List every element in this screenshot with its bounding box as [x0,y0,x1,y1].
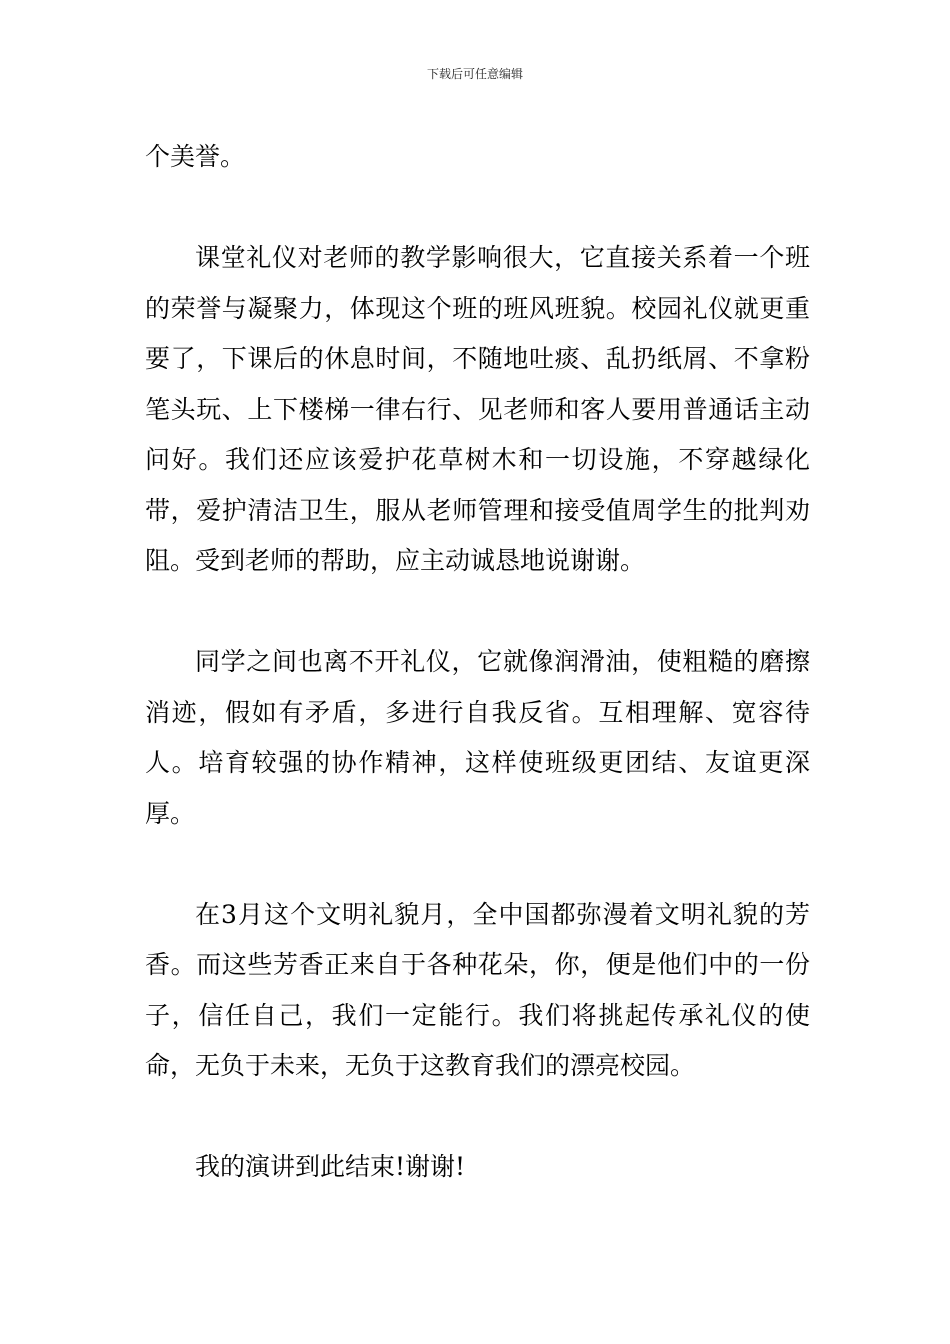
paragraph-gap [145,587,810,638]
paragraph-civility-month: 在3月这个文明礼貌月，全中国都弥漫着文明礼貌的芳香。而这些芳香正来自于各种花朵，你，便是他们中的一份子，信任自己，我们一定能行。我们将挑起传承礼仪的使命，无负于未来，无负于这教育我们的漂亮校园。 [145,899,810,1080]
paragraph-gap [145,183,810,234]
paragraph-closing: 我的演讲到此结束!谢谢! [195,1152,466,1181]
paragraph-classroom-etiquette: 课堂礼仪对老师的教学影响很大，它直接关系着一个班的荣誉与凝聚力，体现这个班的班风班貌。校园礼仪就更重要了，下课后的休息时间，不随地吐痰、乱扔纸屑、不拿粉笔头玩、上下楼梯一律右行、见老师和客人要用普通话主动问好。我们还应该爱护花草树木和一切设施，不穿越绿化带，爱护清洁卫生，服从老师管理和接受值周学生的批判劝阻。受到老师的帮助，应主动诚恳地说谢谢。 [145,243,810,575]
paragraph-gap [145,1092,810,1143]
paragraph-continuation: 个美誉。 [145,142,246,171]
document-body [145,132,810,1193]
paragraph-classmates: 同学之间也离不开礼仪，它就像润滑油，使粗糙的磨擦消迹，假如有矛盾，多进行自我反省。互相理解、宽容待人。培育较强的协作精神，这样使班级更团结、友谊更深厚。 [145,647,810,828]
page-header: 下载后可任意编辑 [426,67,523,81]
paragraph-gap [145,839,810,890]
